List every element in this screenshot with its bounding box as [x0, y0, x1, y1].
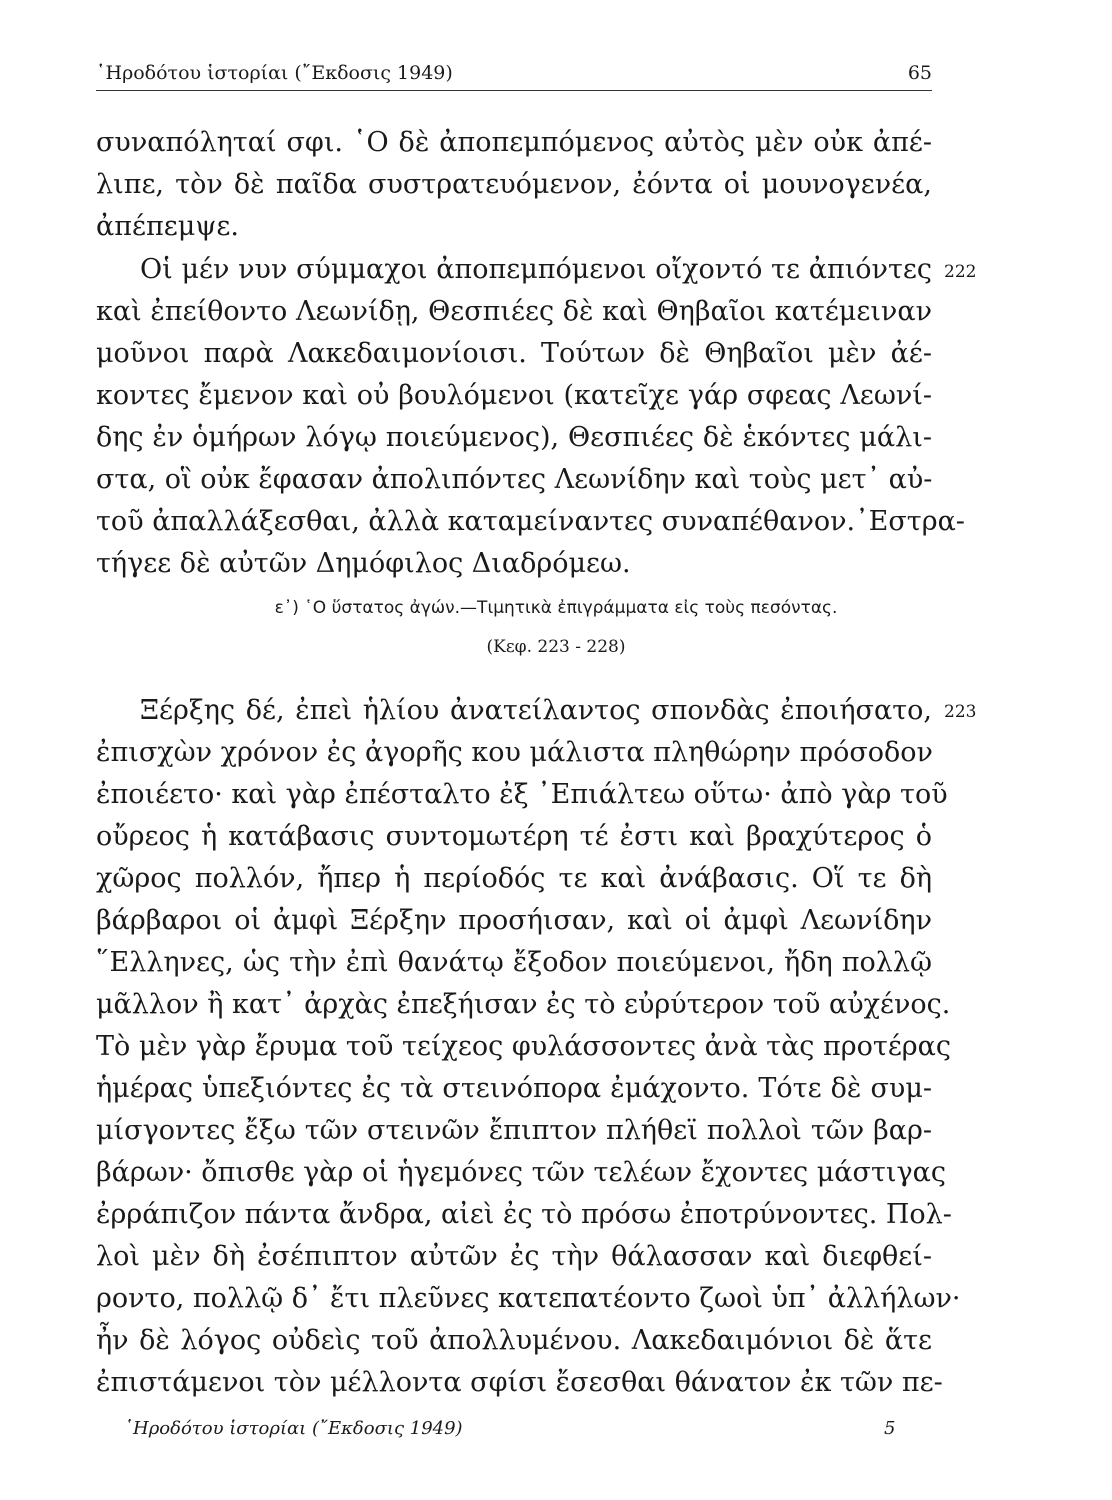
running-header	[96, 60, 932, 91]
text-line: ἦν δὲ λόγος οὐδεὶς τοῦ ἀπολλυμένου. Λακεδαιμόνιοι δὲ ἅτε	[96, 1325, 932, 1356]
page-number: 65	[907, 62, 932, 84]
chapter-reference: (Κεφ. 223 - 228)	[486, 637, 626, 657]
text-line: οὔρεος ἡ κατάβασις συντομωτέρη τέ ἐστι καὶ βραχύτερος ὁ	[96, 821, 932, 852]
text-line: ἐποιέετο· καὶ γὰρ ἐπέσταλτο ἐξ ᾽Επιάλτεω οὕτω· ἀπὸ γὰρ τοῦ	[96, 779, 948, 810]
text-line: βάρων· ὄπισθε γὰρ οἱ ἡγεμόνες τῶν τελέων ἔχοντες μάστιγας	[96, 1157, 946, 1188]
text-line: μίσγοντες ἔξω τῶν στεινῶν ἔπιπτον πλήθεϊ πολλοὶ τῶν βαρ-	[96, 1115, 932, 1146]
signature-mark: ῾Ηροδότου ἱστορίαι (῎Εκδοσις 1949)	[124, 1418, 463, 1439]
text-line: ροντο, πολλῷ δ᾽ ἔτι πλεῦνες κατεπατέοντο ζωοὶ ὑπ᾽ ἀλλήλων·	[96, 1283, 961, 1314]
sheet-number: 5	[884, 1418, 896, 1439]
text-line: μοῦνοι παρὰ Λακεδαιμονίοισι. Τούτων δὲ Θηβαῖοι μὲν ἀέ-	[96, 338, 932, 369]
text-line: συναπόληταί σφι. ῾Ο δὲ ἀποπεμπόμενος αὐτὸς μὲν οὐκ ἀπέ-	[96, 127, 932, 158]
text-line: καὶ ἐπείθοντο Λεωνίδῃ, Θεσπιέες δὲ καὶ Θηβαῖοι κατέμειναν	[96, 296, 932, 327]
text-line: ῞Ελληνες, ὡς τὴν ἐπὶ θανάτῳ ἔξοδον ποιεύμενοι, ἤδη πολλῷ	[96, 947, 932, 978]
text-line: βάρβαροι οἱ ἀμφὶ Ξέρξην προσήισαν, καὶ οἱ ἀμφὶ Λεωνίδην	[96, 905, 932, 936]
margin-chapter-number: 222	[944, 262, 977, 282]
text-line: ἡμέρας ὑπεξιόντες ἐς τὰ στεινόπορα ἐμάχοντο. Τότε δὲ συμ-	[96, 1073, 932, 1104]
text-line: Ξέρξης δέ, ἐπεὶ ἡλίου ἀνατείλαντος σπονδὰς ἐποιήσατο,	[140, 695, 932, 726]
text-line: λιπε, τὸν δὲ παῖδα συστρατευόμενον, ἐόντα οἱ μουνογενέα,	[96, 169, 932, 200]
text-line: Οἱ μέν νυν σύμμαχοι ἀποπεμπόμενοι οἴχοντό τε ἀπιόντες	[140, 254, 932, 285]
text-line: ἀπέπεμψε.	[96, 211, 239, 242]
text-line: δης ἐν ὁμήρων λόγῳ ποιεύμενος), Θεσπιέες δὲ ἑκόντες μάλι-	[96, 422, 932, 453]
text-line: ἐπιστάμενοι τὸν μέλλοντα σφίσι ἔσεσθαι θάνατον ἐκ τῶν πε-	[96, 1367, 943, 1398]
text-line: ἐπισχὼν χρόνον ἐς ἀγορῆς κου μάλιστα πληθώρην πρόσοδον	[96, 737, 933, 768]
text-line: τήγεε δὲ αὐτῶν Δημόφιλος Διαδρόμεω.	[96, 548, 631, 579]
text-line: Τὸ μὲν γὰρ ἔρυμα τοῦ τείχεος φυλάσσοντες ἀνὰ τὰς προτέρας	[96, 1031, 952, 1062]
text-line: τοῦ ἀπαλλάξεσθαι, ἀλλὰ καταμείναντες συναπέθανον.᾽Εστρα-	[96, 506, 965, 537]
section-heading: ε᾽) ῾Ο ὕστατος ἀγών.—Τιμητικὰ ἐπιγράμματα εἰς τοὺς πεσόντας.	[274, 598, 838, 618]
text-line: κοντες ἔμενον καὶ οὐ βουλόμενοι (κατεῖχε γάρ σφεας Λεωνί-	[96, 380, 932, 411]
text-line: ἐρράπιζον πάντα ἄνδρα, αἰεὶ ἐς τὸ πρόσω ἐποτρύνοντες. Πολ-	[96, 1199, 952, 1230]
running-title: ῾Ηροδότου ἱστορίαι (῎Εκδοσις 1949)	[96, 62, 453, 84]
text-line: μᾶλλον ἢ κατ᾽ ἀρχὰς ἐπεξήισαν ἐς τὸ εὐρύτερον τοῦ αὐχένος.	[96, 989, 951, 1020]
text-line: λοὶ μὲν δὴ ἐσέπιπτον αὐτῶν ἐς τὴν θάλασσαν καὶ διεφθεί-	[96, 1241, 932, 1272]
margin-chapter-number: 223	[944, 702, 977, 722]
text-line: στα, οἳ οὐκ ἔφασαν ἀπολιπόντες Λεωνίδην καὶ τοὺς μετ᾽ αὐ-	[96, 464, 933, 495]
text-line: χῶρος πολλόν, ἤπερ ἡ περίοδός τε καὶ ἀνάβασις. Οἵ τε δὴ	[96, 863, 932, 894]
